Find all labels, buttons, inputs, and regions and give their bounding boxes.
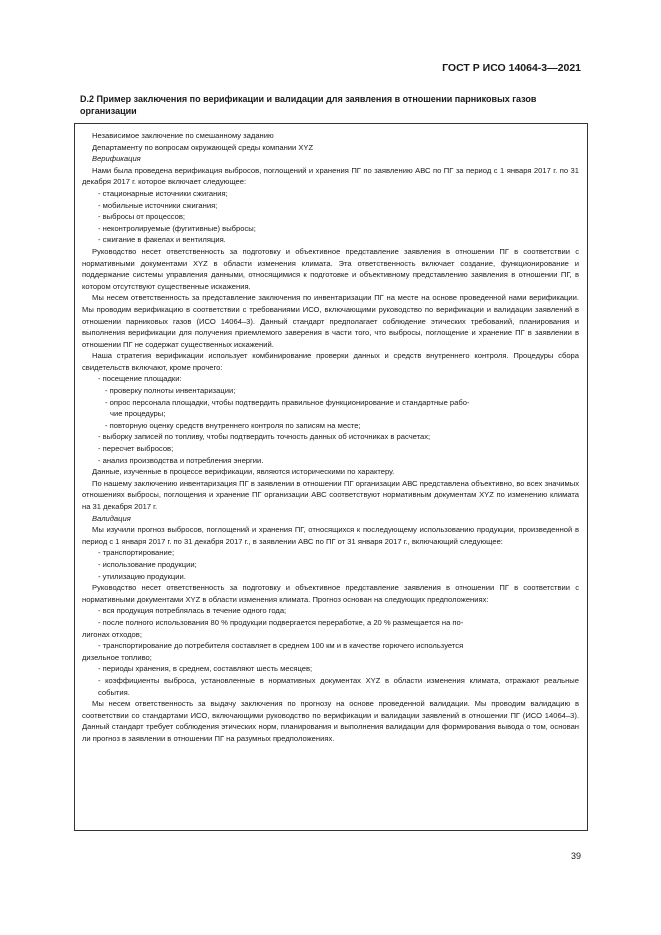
list-item: - использование продукции;	[98, 559, 197, 569]
paragraph: Руководство несет ответственность за подготовку и объективное представление заявления в отношении ПГ в соответствии с нормативными документами XYZ в области изменения климата. Эта ответственность включает создание, функционирование и поддержание системы управления данными, относящимися к подготовке и объективному представлению заявления в отношении ПГ, в котором отсутствуют существенные искажения.	[82, 246, 579, 291]
paragraph: Мы изучили прогноз выбросов, поглощений и хранения ПГ, относящихся к последующему использованию продукции, произведенной в период с 1 января 2017 г. по 31 декабря 2017 г., в заявлении АВС по ПГ от 31 января 2017 г., включающий следующее:	[82, 525, 579, 546]
paragraph: Мы несем ответственность за выдачу заключения по прогнозу на основе проведенной валидации. Мы проводим валидацию в соответствии со стандартами ИСО, включающими руководство по верификации и валидации заявлений в отношении ПГ (ИСО 14064–3). Данный стандарт требует соблюдения этических норм, планирования и выполнения валидации для формирования вывода о том, основан ли прогноз в заявлении в отношении ПГ на разумных предположениях.	[82, 699, 579, 743]
paragraph: Независимое заключение по смешанному заданию	[92, 131, 274, 140]
list-item: - коэффициенты выброса, установленные в нормативных документах XYZ в области изменения климата, отражают реальные события.	[98, 675, 579, 697]
list-item: - транспортирование до потребителя составляет в среднем 100 км и в качестве горючего используется	[98, 641, 464, 651]
list-item: - вся продукция потреблялась в течение одного года;	[98, 606, 287, 616]
paragraph: Департаменту по вопросам окружающей среды компании XYZ	[92, 142, 314, 152]
list-item: - транспортирование;	[98, 548, 175, 558]
standard-header: ГОСТ Р ИСО 14064-3—2021	[442, 62, 581, 74]
subheading-verification: Верификация	[92, 154, 141, 164]
list-item: - сжигание в факелах и вентиляция.	[98, 235, 226, 245]
list-item: - после полного использования 80 % продукции подвергается переработке, а 20 % размещается на по-	[98, 617, 464, 627]
paragraph: Данные, изученные в процессе верификации, являются историческими по характеру.	[92, 467, 395, 477]
paragraph: Наша стратегия верификации использует комбинирование проверки данных и средств внутреннего контроля. Процедуры сбора свидетельств включают, кроме прочего:	[82, 351, 579, 372]
paragraph: По нашему заключению инвентаризация ПГ в заявлении в отношении ПГ организации АВС представлена объективно, во всех значимых отношениях выбросы, поглощения и хранение ПГ организации АВС соответствуют нормативным документам XYZ по изменению климата на 31 декабря 2017 г.	[82, 478, 579, 511]
list-item: - посещение площадки:	[98, 374, 182, 384]
list-item-continuation: чие процедуры;	[110, 409, 166, 419]
list-item: - периоды хранения, в среднем, составляют шесть месяцев;	[98, 664, 313, 674]
list-item: - анализ производства и потребления энергии.	[98, 455, 264, 465]
list-item: - повторную оценку средств внутреннего контроля по записям на месте;	[105, 420, 361, 430]
list-item: - неконтролируемые (фугитивные) выбросы;	[98, 223, 256, 233]
list-item: - мобильные источники сжигания;	[98, 200, 218, 210]
paragraph: Нами была проведена верификация выбросов, поглощений и хранения ПГ по заявлению АВС по ПГ за период с 1 января 2017 г. по 31 декабря 2017 г. которое включает следующее:	[82, 165, 579, 187]
paragraph: Руководство несет ответственность за подготовку и объективное представление заявления в отношении ПГ в соответствии с нормативными документами XYZ в области изменения климата. Прогноз основан на следующих предположениях:	[82, 583, 579, 604]
list-item: - выборку записей по топливу, чтобы подтвердить точность данных об источниках в расчетах;	[98, 432, 431, 442]
page-number: 39	[570, 851, 581, 861]
list-item-continuation: дизельное топливо;	[82, 652, 152, 662]
list-item: - проверку полноты инвентаризации;	[105, 386, 236, 396]
section-title: D.2 Пример заключения по верификации и валидации для заявления в отношении парниковых газов организации	[80, 94, 537, 116]
list-item: - пересчет выбросов;	[98, 444, 174, 454]
conclusion-box	[74, 123, 588, 831]
list-item-continuation: лигонах отходов;	[82, 629, 142, 639]
list-item: - выбросы от процессов;	[98, 212, 186, 222]
list-item: - утилизацию продукции.	[98, 571, 186, 581]
subheading-validation: Валидация	[92, 513, 131, 523]
list-item: - стационарные источники сжигания;	[98, 188, 228, 198]
list-item: - опрос персонала площадки, чтобы подтвердить правильное функционирование и стандартные рабо-	[105, 397, 470, 407]
paragraph: Мы несем ответственность за представление заключения по инвентаризации ПГ на месте на основе проведенной нами верификации. Мы проводим верификацию в соответствии с требованиями ИСО, включающими руководство по верификации и валидации заявлений в отношении парниковых газов (ИСО 14064–3). Данный стандарт предполагает соблюдение этических требований, планирования и выполнения верификации для получения приемлемого заверения в части того, что выбросы, поглощение и хранение ПГ в заявлении в отношении ПГ не содержат существенных искажений.	[82, 293, 579, 349]
